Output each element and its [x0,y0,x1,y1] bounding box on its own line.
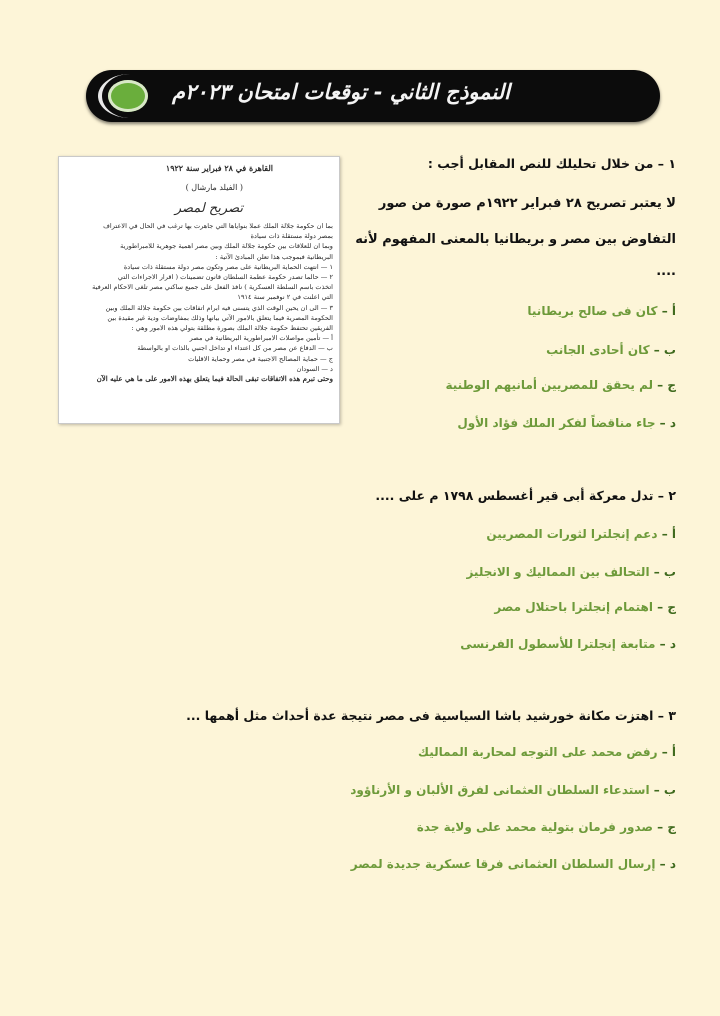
scan-date: القاهرة في ٢٨ فبراير سنة ١٩٢٢ [165,163,273,173]
question-3-option-c[interactable] [417,820,676,834]
scan-title: تصريح لمصر [174,201,243,216]
question-3-option-d[interactable] [351,857,676,871]
question-3-prompt: ٣ – اهتزت مكانة خورشيد باشا السياسية فى مصر نتيجة عدة أحداث مثل أهمها ... [186,708,676,723]
option-text: اهتمام إنجلترا باحتلال مصر [494,600,653,614]
question-2-option-b[interactable] [466,565,676,579]
option-letter: أ – [661,745,676,759]
option-letter: ج – [657,820,676,834]
scan-line: اتخذت باسم السلطة العسكرية ) نافذ الفعل على جميع ساكني مصر تلغى الاحكام العرفية [92,283,333,292]
option-text: جاء مناقضاً لفكر الملك فؤاد الأول [457,416,656,430]
option-text: كان فى صالح بريطانيا [527,304,658,318]
scan-line: أ — تأمين مواصلات الامبراطورية البريطانية في مصر [189,334,333,343]
scan-line: ٢ — حالما تصدر حكومة عظمة السلطان قانون تضمينات ( اقرار الاجراءات التي [117,273,333,282]
option-text: متابعة إنجلترا للأسطول الفرنسى [460,637,656,651]
header-banner [86,70,660,122]
question-1-option-d[interactable] [457,416,676,430]
scan-byline: ( الفيلد مارشال ) [185,183,243,192]
option-text: التحالف بين المماليك و الانجليز [466,565,650,579]
question-2-option-d[interactable] [460,637,676,651]
question-1-option-b[interactable] [546,343,676,357]
question-1-body-line: لا يعتبر تصريح ٢٨ فبراير ١٩٢٢م صورة من صور [378,196,676,211]
question-3-option-a[interactable] [418,745,676,759]
option-text: إرسال السلطان العثمانى فرقا عسكرية جديدة لمصر [350,857,656,871]
question-1-option-c[interactable] [446,378,677,392]
scan-line: وبما ان للعلاقات بين حكومة جلالة الملك وبين مصر اهمية جوهرية للامبراطورية [120,242,333,251]
scan-line: د — السودان [296,364,333,373]
option-letter: ب – [653,343,676,357]
scan-body [65,221,333,384]
scan-line: بمصر دولة مستقلة ذات سيادة [250,232,333,241]
scan-line: وحتى تبرم هذه الاتفاقات تبقى الحالة فيما يتعلق بهذه الامور على ما هي عليه الآن [96,374,333,384]
scan-line: ٣ — الى ان يحين الوقت الذي يتسنى فيه ابرام اتفاقات بين حكومة جلالة الملك وبين [105,303,333,312]
option-letter: ج – [657,378,676,392]
option-letter: د – [659,857,676,871]
option-letter: د – [659,416,676,430]
question-3-option-b[interactable] [350,783,676,797]
question-1-body-line: .... [656,264,676,279]
scan-line: ١ — انتهت الحماية البريطانية على مصر وتكون مصر دولة مستقلة ذات سيادة [123,262,333,271]
question-1-option-a[interactable] [527,304,676,318]
option-text: كان أحادى الجانب [546,343,650,357]
scan-line: الفريقين تحتفظ حكومة جلالة الملك بصورة مطلقة بتولي هذه الامور وهي : [131,324,333,333]
page-title: النموذج الثاني - توقعات امتحان ٢٠٢٣م [171,80,510,104]
option-letter: ب – [653,565,676,579]
green-circle-icon [108,80,148,112]
scan-line: الحكومة المصرية فيما يتعلق بالامور الآتي بيانها وذلك بمفاوضات ودية غير مقيدة بين [107,313,333,322]
scan-line: البريطانية فبموجب هذا تعلن المبادئ الآتية : [215,252,333,261]
option-text: رفض محمد على التوجه لمحاربة المماليك [418,745,658,759]
option-letter: أ – [661,527,676,541]
question-1-prompt: ١ – من خلال تحليلك للنص المقابل أجب : [427,156,676,171]
option-text: لم يحقق للمصريين أمانيهم الوطنية [445,378,653,392]
option-text: دعم إنجلترا لثورات المصريين [486,527,658,541]
option-letter: أ – [661,304,676,318]
scan-line: التي اعلنت في ٢ نوفمبر سنة ١٩١٤ [237,293,333,302]
option-letter: ب – [653,783,676,797]
question-2-option-a[interactable] [486,527,676,541]
question-2-option-c[interactable] [494,600,676,614]
question-2-prompt: ٢ – تدل معركة أبى قير أغسطس ١٧٩٨ م على .... [375,488,676,503]
scan-line: بما ان حكومة جلالة الملك عملا بنواياها التي جاهرت بها ترغب في الحال في الاعتراف [103,222,333,230]
option-letter: ج – [657,600,676,614]
scanned-declaration-document [58,156,340,424]
option-letter: د – [659,637,676,651]
question-1-body-line: التفاوض بين مصر و بريطانيا بالمعنى المفهوم لأنه [355,232,676,247]
scan-line: ب — الدفاع عن مصر من كل اعتداء او تداخل اجنبي بالذات او بالواسطة [137,344,333,353]
scan-line: ج — حماية المصالح الاجنبية في مصر وحماية الاقليات [188,354,333,363]
option-text: صدور فرمان بتولية محمد على ولاية جدة [416,820,653,834]
option-text: استدعاء السلطان العثمانى لفرق الألبان و الأرناؤود [350,783,650,797]
